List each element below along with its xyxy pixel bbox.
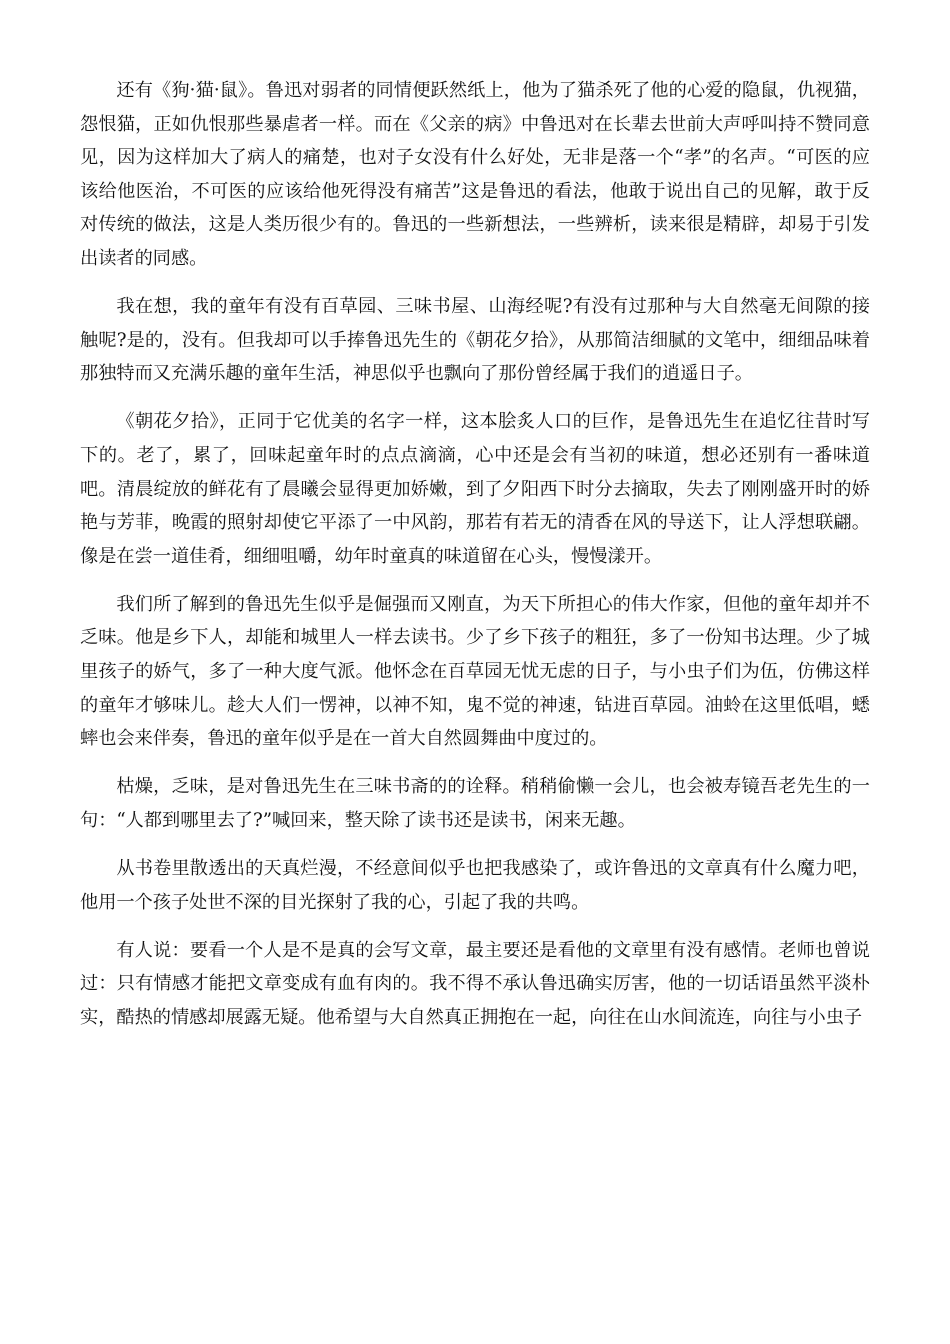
paragraph-4: 我们所了解到的鲁迅先生似乎是倔强而又刚直，为天下所担心的伟大作家，但他的童年却并不乏味。他是乡下人，却能和城里人一样去读书。少了乡下孩子的粗狂，多了一份知书达理。少了城里孩子的娇气，多了一种大度气派。他怀念在百草园无忧无虑的日子，与小虫子们为伍，仿佛这样的童年才够味儿。趁大人们一愣神，以神不知，鬼不觉的神速，钻进百草园。油蛉在这里低唱，蟋蟀也会来伴奏，鲁迅的童年似乎是在一首大自然圆舞曲中度过的。 [80, 593, 870, 750]
paragraph-2: 我在想，我的童年有没有百草园、三味书屋、山海经呢?有没有过那种与大自然毫无间隙的接触呢?是的，没有。但我却可以手捧鲁迅先生的《朝花夕拾》，从那简洁细腻的文笔中，细细品味着那独特而又充满乐趣的童年生活，神思似乎也飘向了那份曾经属于我们的逍遥日子。 [80, 296, 870, 385]
document-body [80, 74, 870, 1049]
paragraph-1: 还有《狗·猫·鼠》。鲁迅对弱者的同情便跃然纸上，他为了猫杀死了他的心爱的隐鼠，仇视猫，怨恨猫，正如仇恨那些暴虐者一样。而在《父亲的病》中鲁迅对在长辈去世前大声呼叫持不赞同意见，因为这样加大了病人的痛楚，也对子女没有什么好处，无非是落一个“孝”的名声。“可医的应该给他医治，不可医的应该给他死得没有痛苦”这是鲁迅的看法，他敢于说出自己的见解，敢于反对传统的做法，这是人类历很少有的。鲁迅的一些新想法，一些辨析，读来很是精辟，却易于引发出读者的同感。 [80, 80, 870, 269]
paragraph-7: 有人说：要看一个人是不是真的会写文章，最主要还是看他的文章里有没有感情。老师也曾说过：只有情感才能把文章变成有血有肉的。我不得不承认鲁迅确实厉害，他的一切话语虽然平淡朴实，酷热的情感却展露无疑。他希望与大自然真正拥抱在一起，向往在山水间流连，向往与小虫子 [80, 939, 870, 1028]
paragraph-5: 枯燥，乏味，是对鲁迅先生在三味书斋的的诠释。稍稍偷懒一会儿，也会被寿镜吾老先生的一句：“人都到哪里去了?”喊回来，整天除了读书还是读书，闲来无趣。 [80, 776, 870, 831]
paragraph-3: 《朝花夕拾》，正同于它优美的名字一样，这本脍炙人口的巨作，是鲁迅先生在追忆往昔时写下的。老了，累了，回味起童年时的点点滴滴，心中还是会有当初的味道，想必还别有一番味道吧。清晨绽放的鲜花有了晨曦会显得更加娇嫩，到了夕阳西下时分去摘取，失去了刚刚盛开时的娇艳与芳菲，晚霞的照射却使它平添了一中风韵，那若有若无的清香在风的导送下，让人浮想联翩。像是在尝一道佳肴，细细咀嚼，幼年时童真的味道留在心头，慢慢漾开。 [80, 411, 870, 567]
paragraph-6: 从书卷里散透出的天真烂漫，不经意间似乎也把我感染了，或许鲁迅的文章真有什么魔力吧，他用一个孩子处世不深的目光探射了我的心，引起了我的共鸣。 [80, 857, 870, 913]
